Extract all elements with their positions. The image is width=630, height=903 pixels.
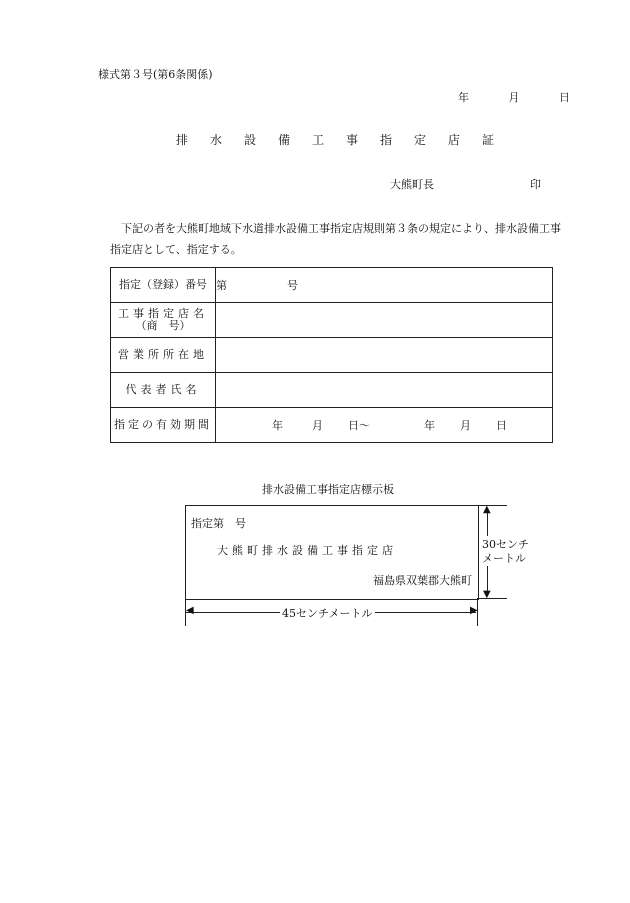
signboard-box bbox=[185, 505, 479, 600]
period-m1: 月 bbox=[312, 419, 323, 432]
period-d1: 日～ bbox=[348, 419, 370, 432]
signboard-title: 排水設備工事指定店標示板 bbox=[262, 483, 394, 496]
height-tick-bottom bbox=[477, 598, 507, 599]
table-row bbox=[111, 338, 553, 373]
arrow-up-icon: ▲ bbox=[483, 504, 491, 515]
value-validity-period bbox=[216, 408, 553, 443]
table-row bbox=[111, 408, 553, 443]
period-m2: 月 bbox=[460, 419, 471, 432]
date-month: 月 bbox=[508, 91, 520, 104]
value-office-address bbox=[216, 338, 553, 373]
form-number: 様式第３号(第6条関係) bbox=[98, 68, 213, 81]
date-line bbox=[458, 89, 592, 105]
label-shop-name bbox=[111, 303, 216, 338]
value-representative bbox=[216, 373, 553, 408]
width-dimension-label: 45センチメートル bbox=[282, 607, 373, 620]
document-title: 排水設備工事指定店証 bbox=[176, 133, 517, 147]
table-row bbox=[111, 268, 553, 303]
signboard-address: 福島県双葉郡大熊町 bbox=[373, 574, 472, 587]
period-d2: 日 bbox=[496, 419, 507, 432]
value-registration-number bbox=[216, 268, 553, 303]
arrow-right-icon: ▶ bbox=[470, 605, 478, 616]
number-prefix: 第 bbox=[216, 279, 227, 292]
signboard-name: 大熊町排水設備工事指定店 bbox=[217, 544, 397, 557]
body-text: 下記の者を大熊町地域下水道排水設備工事指定店規則第３条の規定により、排水設備工事指定店として、指定する。 bbox=[110, 222, 561, 256]
label-office-address: 営業所所在地 bbox=[111, 338, 216, 373]
period-y2: 年 bbox=[424, 419, 435, 432]
table-row bbox=[111, 373, 553, 408]
label-validity-period: 指定の有効期間 bbox=[111, 408, 216, 443]
height-tick-top bbox=[477, 505, 507, 506]
arrow-down-icon: ▼ bbox=[483, 589, 491, 600]
table-row bbox=[111, 303, 553, 338]
label-shop-name-line1: 工事指定店名 bbox=[118, 307, 208, 320]
period-y1: 年 bbox=[272, 419, 283, 432]
height-dimension-label: 30センチメートル bbox=[482, 538, 529, 565]
label-representative: 代表者氏名 bbox=[111, 373, 216, 408]
value-shop-name bbox=[216, 303, 553, 338]
label-registration-number: 指定（登録）番号 bbox=[111, 268, 216, 303]
issuer-name: 大熊町長 bbox=[390, 178, 434, 191]
number-suffix: 号 bbox=[287, 279, 298, 292]
seal-mark: 印 bbox=[530, 178, 541, 191]
label-shop-name-line2: （商 号） bbox=[135, 319, 191, 332]
date-day: 日 bbox=[559, 91, 570, 104]
date-year: 年 bbox=[458, 91, 469, 104]
arrow-left-icon: ◀ bbox=[186, 605, 194, 616]
info-table bbox=[110, 267, 553, 443]
signboard-number: 指定第 号 bbox=[191, 517, 246, 530]
